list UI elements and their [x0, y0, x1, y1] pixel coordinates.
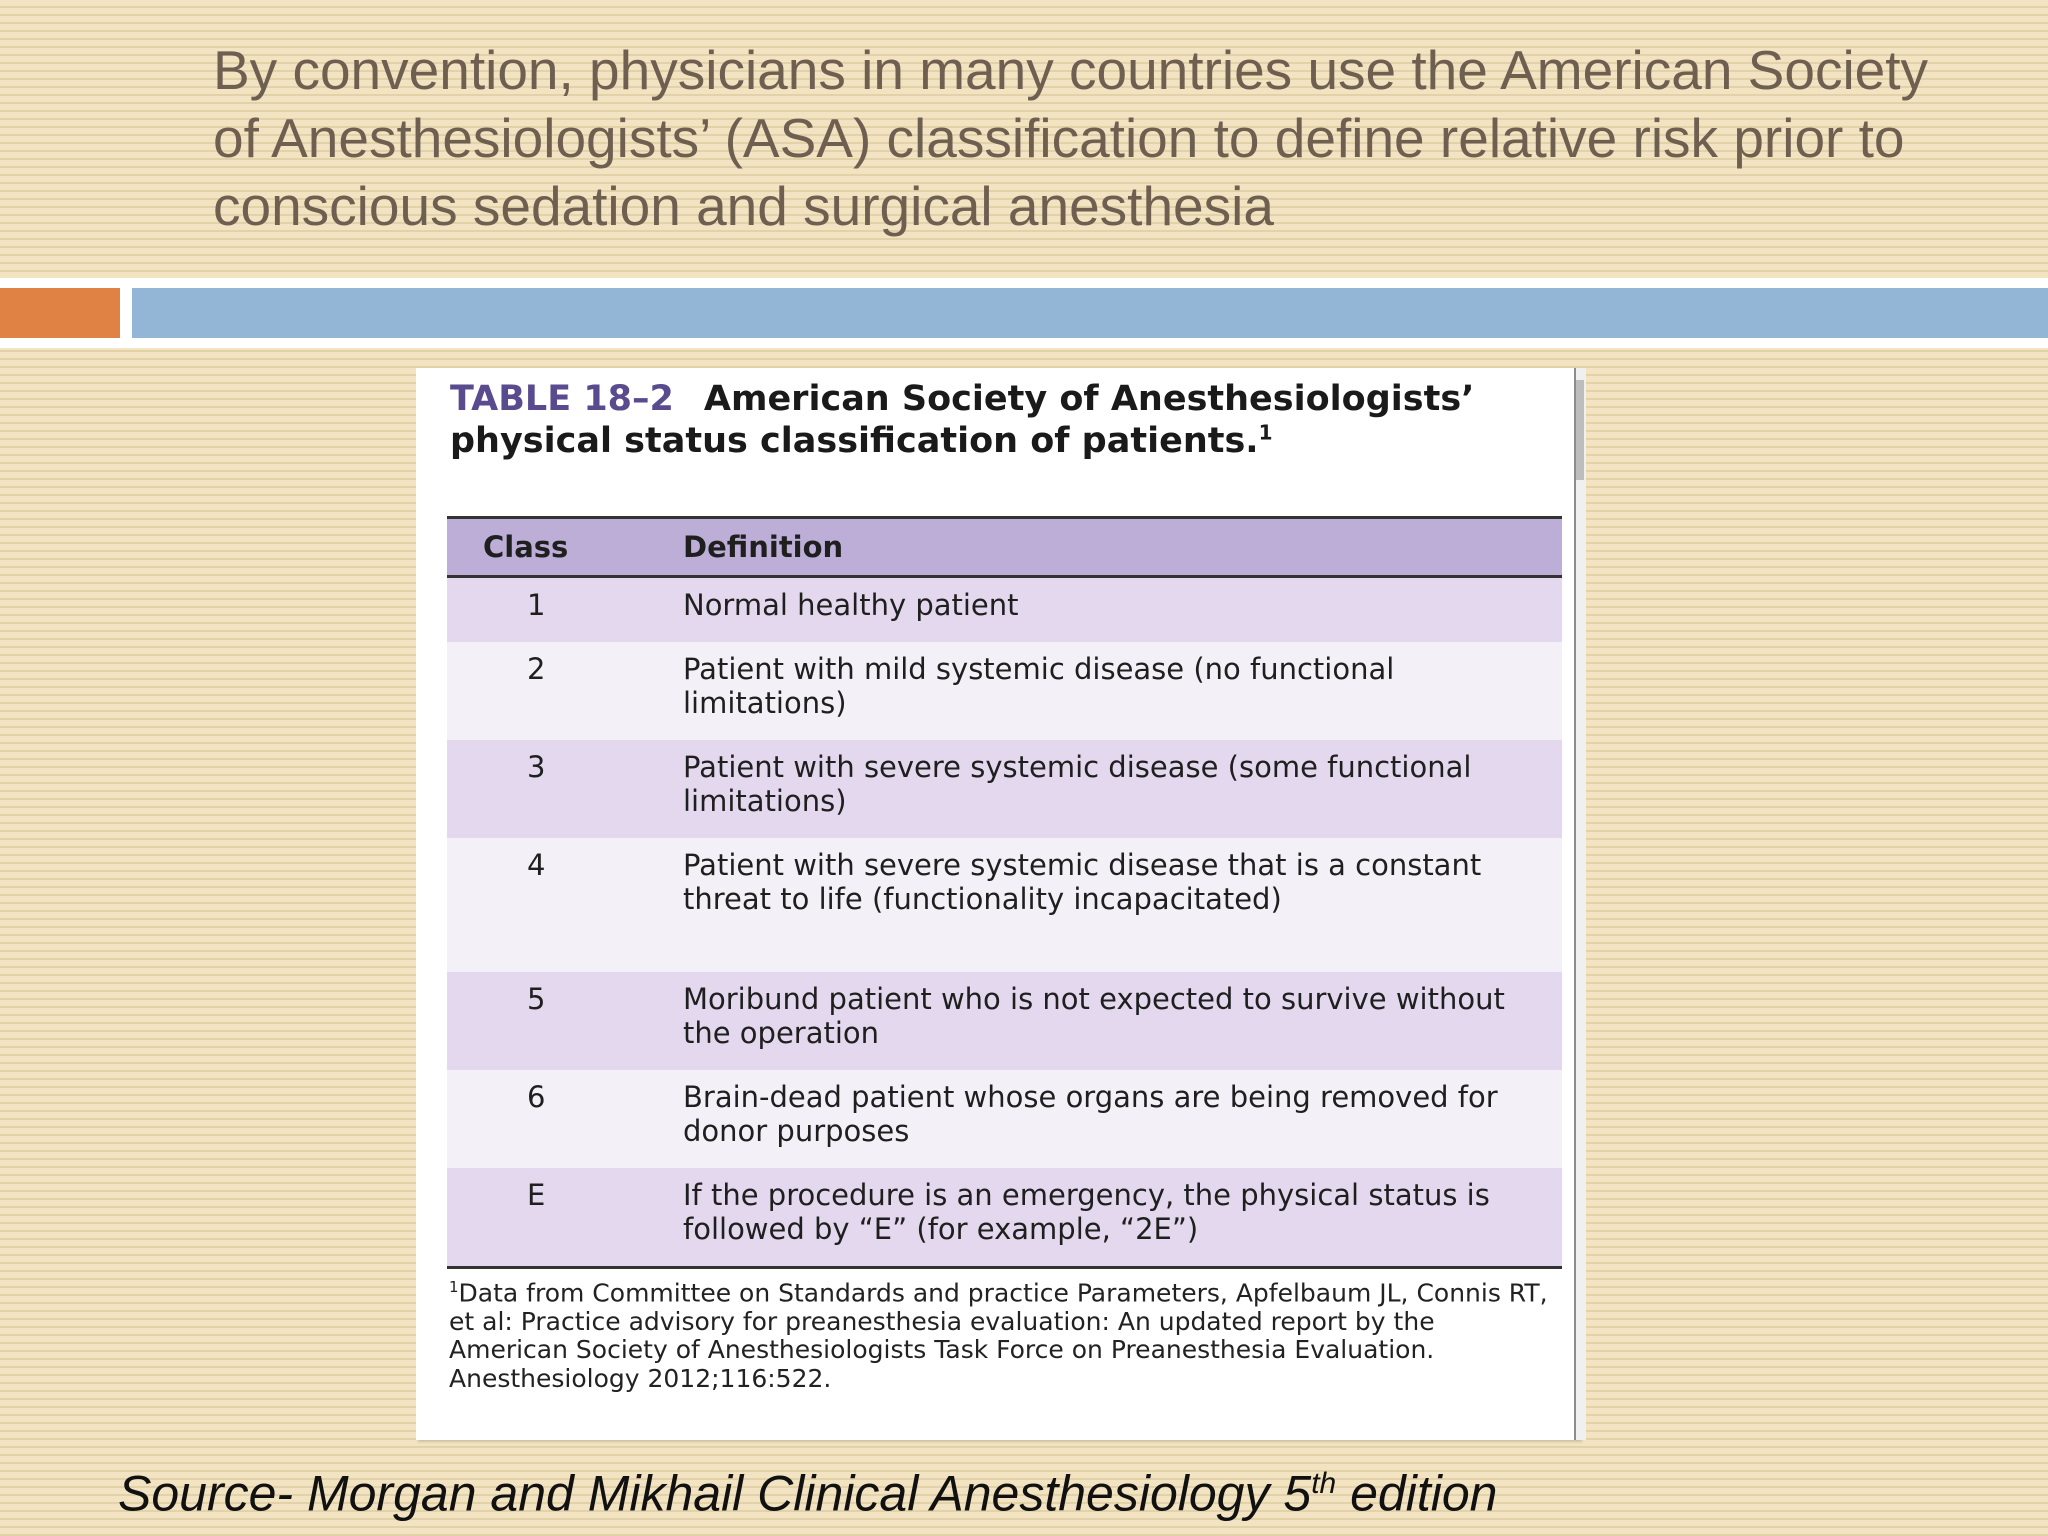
- source-suffix: edition: [1336, 1465, 1498, 1522]
- table-row: [447, 740, 1562, 838]
- table-number: TABLE 18–2: [450, 379, 674, 419]
- row-definition: Patient with severe systemic disease (some functional limitations): [683, 750, 1472, 818]
- scrollbar[interactable]: [1574, 368, 1586, 1440]
- source-superscript: th: [1311, 1467, 1337, 1500]
- scrollbar-thumb[interactable]: [1576, 380, 1584, 480]
- table-row: [447, 578, 1562, 642]
- row-class: 6: [527, 1080, 546, 1114]
- row-class: 2: [527, 652, 546, 686]
- table-header-row: [447, 516, 1562, 578]
- table-row: [447, 1070, 1562, 1168]
- source-text: Source- Morgan and Mikhail Clinical Anesthesiology 5: [118, 1465, 1312, 1522]
- row-definition: If the procedure is an emergency, the physical status is followed by “E” (for example, “2E”): [683, 1178, 1490, 1246]
- source-citation: [118, 1454, 1818, 1524]
- slide-intro-text: By convention, physicians in many countries use the American Society of Anesthesiologists’ (ASA) classification to define relative risk prior to conscious sedation and surgical anesthesia: [213, 39, 1929, 237]
- row-class: 3: [527, 750, 546, 784]
- header-definition: Definition: [683, 530, 844, 564]
- table-title-footnote-marker: 1: [1258, 420, 1273, 445]
- row-definition: Moribund patient who is not expected to survive without the operation: [683, 982, 1505, 1050]
- row-class: 1: [527, 588, 546, 622]
- row-definition: Patient with severe systemic disease that is a constant threat to life (functionality incapacitated): [683, 848, 1482, 916]
- row-class: 5: [527, 982, 546, 1016]
- footnote-marker: 1: [449, 1278, 459, 1296]
- row-definition: Brain-dead patient whose organs are being removed for donor purposes: [683, 1080, 1498, 1148]
- table-row: [447, 972, 1562, 1070]
- header-class: Class: [483, 530, 569, 564]
- row-definition: Normal healthy patient: [683, 588, 1019, 622]
- table-row: [447, 1168, 1562, 1266]
- row-definition: Patient with mild systemic disease (no functional limitations): [683, 652, 1395, 720]
- row-class: E: [527, 1178, 546, 1212]
- table-title-text: American Society of Anesthesiologists’ physical status classification of patients.: [450, 379, 1475, 461]
- table-footnote: [449, 1273, 1559, 1393]
- divider-accent-blue: [132, 288, 2048, 338]
- table-row: [447, 838, 1562, 972]
- divider-accent-orange: [0, 288, 120, 338]
- asa-classification-table: [447, 516, 1562, 1269]
- row-class: 4: [527, 848, 546, 882]
- table-title: [450, 378, 1550, 462]
- table-bottom-rule: [447, 1266, 1562, 1269]
- table-row: [447, 642, 1562, 740]
- footnote-text: Data from Committee on Standards and practice Parameters, Apfelbaum JL, Connis RT, et al: Practice advisory for preanesthesia evaluation: An updated report by the American Society of Anesthesiologists Task Force on Preanesthesia Evaluation. Anesthesiology 2012;116:522.: [449, 1278, 1548, 1393]
